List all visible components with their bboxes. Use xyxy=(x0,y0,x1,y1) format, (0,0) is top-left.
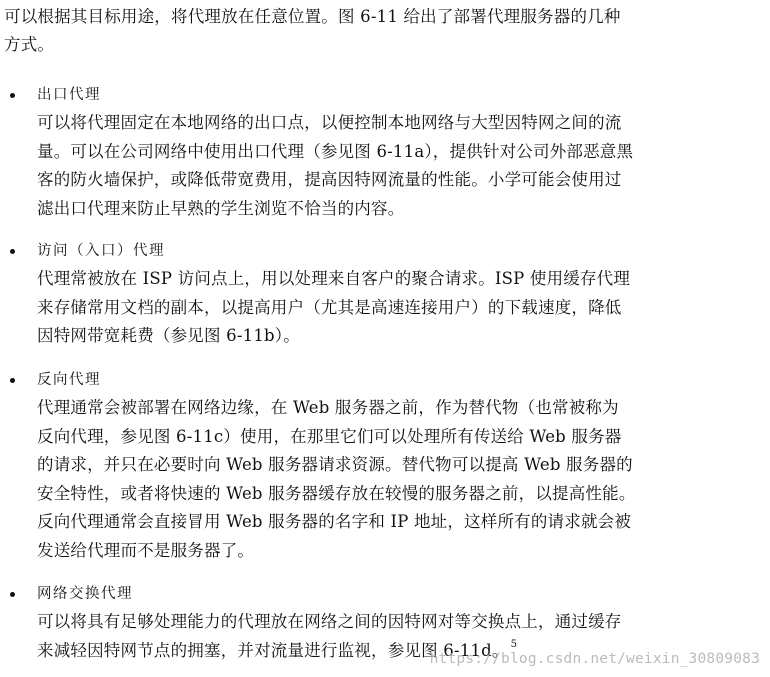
section-title-egress-proxy: 出口代理 xyxy=(37,87,101,103)
bullet-icon xyxy=(10,93,15,98)
intro-line-1: 可以根据其目标用途，将代理放在任意位置。图 6-11 给出了部署代理服务器的几种 xyxy=(4,7,621,26)
section-reverse-line-4: 安全特性，或者将快速的 Web 服务器缓存放在较慢的服务器之前，以提高性能。 xyxy=(37,484,636,503)
bullet-icon xyxy=(10,378,15,383)
intro-line-2: 方式。 xyxy=(4,35,55,54)
section-reverse-line-1: 代理通常会被部署在网络边缘，在 Web 服务器之前，作为替代物（也常被称为 xyxy=(37,398,619,417)
section-reverse-line-6: 发送给代理而不是服务器了。 xyxy=(37,541,255,560)
section-title-reverse-proxy: 反向代理 xyxy=(37,372,101,388)
bullet-icon xyxy=(10,249,15,254)
section-exchange-line-2-text: 来减轻因特网节点的拥塞，并对流量进行监视，参见图 6-11d。 xyxy=(37,641,509,660)
section-egress-line-4: 滤出口代理来防止早熟的学生浏览不恰当的内容。 xyxy=(37,199,405,218)
section-access-line-1: 代理常被放在 ISP 访问点上，用以处理来自客户的聚合请求。ISP 使用缓存代理 xyxy=(37,269,631,288)
section-egress-line-1: 可以将代理固定在本地网络的出口点，以便控制本地网络与大型因特网之间的流 xyxy=(37,113,622,132)
section-egress-line-2: 量。可以在公司网络中使用出口代理（参见图 6-11a），提供针对公司外部恶意黑 xyxy=(37,142,634,161)
footnote-marker: 5 xyxy=(510,639,518,650)
watermark-url: https://blog.csdn.net/weixin_30809083 xyxy=(429,651,760,667)
section-title-access-proxy: 访问（入口）代理 xyxy=(37,243,165,259)
section-title-exchange-proxy: 网络交换代理 xyxy=(37,586,133,602)
section-reverse-line-5: 反向代理通常会直接冒用 Web 服务器的名字和 IP 地址，这样所有的请求就会被 xyxy=(37,512,632,531)
section-reverse-line-2: 反向代理，参见图 6-11c）使用，在那里它们可以处理所有传送给 Web 服务器 xyxy=(37,427,622,446)
section-reverse-line-3: 的请求，并只在必要时向 Web 服务器请求资源。替代物可以提高 Web 服务器的 xyxy=(37,455,633,474)
section-egress-line-3: 客的防火墙保护，或降低带宽费用，提高因特网流量的性能。小学可能会使用过 xyxy=(37,170,622,189)
section-access-line-3: 因特网带宽耗费（参见图 6-11b）。 xyxy=(37,326,300,345)
section-exchange-line-1: 可以将具有足够处理能力的代理放在网络之间的因特网对等交换点上，通过缓存 xyxy=(37,612,622,631)
bullet-icon xyxy=(10,592,15,597)
section-access-line-2: 来存储常用文档的副本，以提高用户（尤其是高速连接用户）的下载速度，降低 xyxy=(37,298,622,317)
